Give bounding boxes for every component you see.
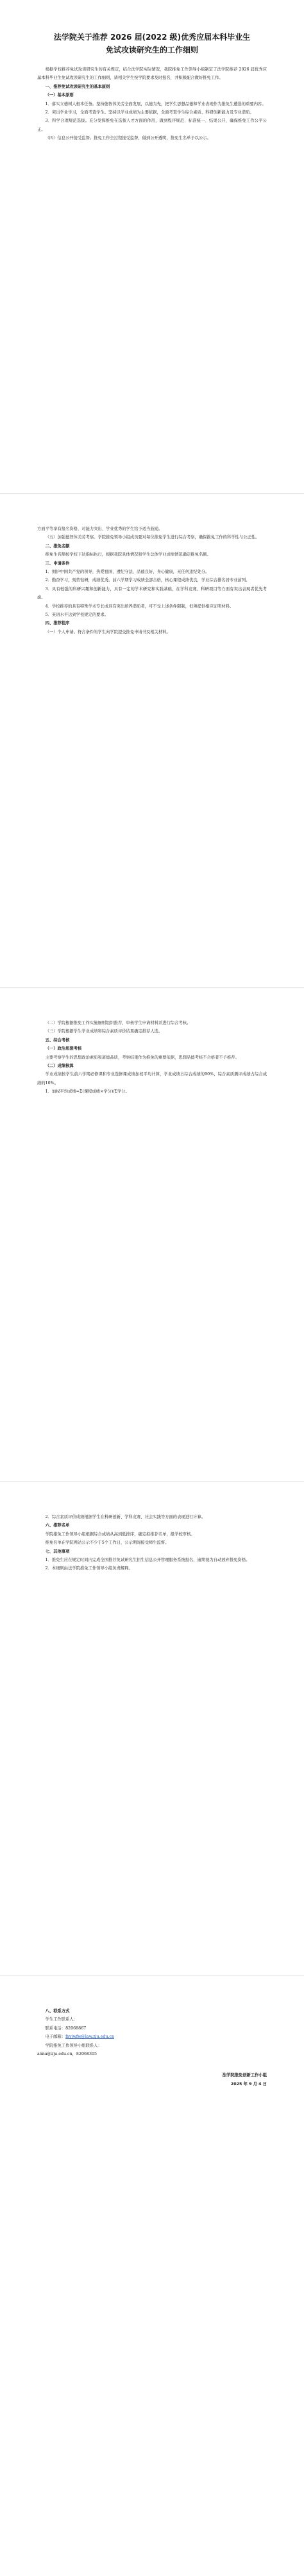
contact-phone-row [37, 2024, 267, 2033]
document-title: 法学院关于推荐 2026 届(2022 级)优秀应届本科毕业生 [53, 33, 251, 42]
contact-detail: anna@zju.edu.cn，82068305 [37, 2052, 97, 2057]
paragraph: （四）信息公开接受监督。推免工作全过程接受监督，做到公开透明，推免生名单予以公示。 [45, 136, 211, 141]
page-3 [0, 988, 304, 1482]
paragraph: 学业成绩按学生前六学期必修课和专业选修课成绩加权平均计算，学业成绩占综合成绩的90%，综合素质测评成绩占综合成绩的10%。 [37, 1072, 267, 1086]
paragraph: 1．加权平均成绩=Σ(课程成绩×学分)/Σ学分。 [45, 1089, 130, 1094]
contact-label: 学院推免工作领导小组联系人： [45, 2043, 102, 2048]
page-2 [0, 494, 304, 987]
document-date: 2025 年 9 月 4 日 [230, 2081, 267, 2086]
paragraph: 2．本细则由法学院推免工作领导小组负责解释。 [45, 1566, 133, 1571]
paragraph: 1．拥护中国共产党的领导，热爱祖国，遵纪守法，品德良好，身心健康，无任何违纪处分。 [45, 570, 210, 575]
paragraph: （五）加强德智体美劳考察。学院推免领导小组成员要对每位推免学生进行综合考察，确保推免工作的科学性与公正性。 [45, 535, 260, 540]
paragraph: 5．英语水平达到学校规定的要求。 [45, 613, 109, 618]
paragraph: 3．科学合理规范选拔。充分发挥推免在选拔人才方面的作用，做到程序规范、标准统一、结果公开，确保推免工作公平公正。 [37, 119, 267, 132]
section-heading: 七、其他事项 [45, 1549, 70, 1554]
paragraph: 3．具有较强的科研兴趣和创新能力，具有一定的学术研究和实践基础，在学科竞赛、科研项目等方面有突出表现者优先考虑。 [37, 586, 267, 600]
page-4 [0, 1482, 304, 1976]
paragraph: 推免生名额按学校下达指标执行，根据我院具体情况和学生总体学业成绩情况确定推免名额。 [45, 552, 211, 557]
contact-label: 学生工作联系人： [45, 2017, 78, 2022]
paragraph: 1．推免生应在规定时间内完成全国推荐免试研究生招生信息公开管理服务系统报名，逾期视为自动放弃推免资格。 [45, 1558, 250, 1563]
section-heading: 四、推荐程序 [45, 621, 70, 626]
subsection-heading: （一）政治思想考核 [45, 1046, 82, 1052]
section-heading: 八、联系方式 [45, 2009, 70, 2013]
paragraph: 2．综合素质评价成绩根据学生在科研创新、学科竞赛、社会实践等方面的表现进行计算。 [45, 1515, 206, 1519]
section-heading: 二、推免名额 [45, 543, 70, 549]
intro-paragraph: 根据学校推荐免试攻读研究生的有关规定，结合法学院实际情况，我院推免工作领导小组制定了法学院推荐 2026 届优秀应届本科毕业生免试攻读研究生的工作细则，请相关学生按学院要求及时报名，并积极配合做好推免工作。 [37, 67, 267, 81]
paragraph: 主要考察学生的思想政治素质和道德品质，考察结果作为推免的重要依据，思想品德考核不合格者不予推荐。 [45, 1055, 239, 1060]
subsection-heading: （二）成绩核算 [45, 1064, 74, 1069]
subsection-heading: （一）基本原则 [45, 93, 74, 98]
paragraph: 学院推免工作领导小组根据综合成绩从高到低排序，确定拟推荐名单，报学校审核。 [45, 1532, 195, 1537]
paragraph: （一）个人申请。符合条件的学生向学院提交推免申请书及相关材料。 [45, 629, 171, 634]
paragraph: （三）学院根据学生学业成绩和综合素质评价结果确定推荐人选。 [45, 1029, 163, 1034]
section-heading: 一、推荐免试攻读研究生的基本原则 [45, 84, 110, 89]
paragraph: 1．落实立德树人根本任务。坚持德智体美劳全面发展，以德为先，把学生思想品德和学业表现作为推免生遴选的重要内容。 [45, 101, 266, 106]
paragraph: 方面平等享有报名资格，对能力突出、学业优秀的学生给予适当鼓励。 [37, 527, 163, 531]
document-title-line2: 免试攻读研究生的工作细则 [105, 45, 198, 54]
email-link[interactable]: fxyjwfw@law.zju.edu.cn [65, 2035, 115, 2040]
paragraph: 2．突出学业学习，全面考查学生。坚持以学业成绩为主要依据，全面考查学生综合素质、科研创新能力及专业潜质。 [45, 110, 254, 115]
email-label: 电子邮箱： [45, 2035, 66, 2040]
phone-label: 联系电话： [45, 2026, 66, 2031]
paragraph: （二）学院根据推免工作实施细则组织推荐，审核学生申请材料并进行综合考核。 [45, 1021, 191, 1025]
section-heading: 三、申请条件 [45, 561, 70, 566]
contact-email-row [37, 2033, 267, 2041]
section-heading: 六、推荐名单 [45, 1523, 70, 1528]
phone-number: 82068867 [65, 2026, 87, 2031]
signature: 法学院推免创新工作小组 [222, 2073, 267, 2078]
page-5 [0, 1976, 304, 2576]
paragraph: 4．学校推荐的具有特殊学术专长或具有突出培养潜质者，可不受上述条件限制，但须提供相应证明材料。 [45, 604, 234, 609]
page-1 [0, 0, 304, 493]
paragraph: 推免名单在学院网站公示不少于5个工作日，公示期间接受师生监督。 [45, 1540, 169, 1546]
section-heading: 五、综合考核 [45, 1037, 70, 1043]
paragraph: 2．勤奋学习，刻苦钻研，成绩优秀。前六学期学习成绩全部合格，核心课程成绩优良，学业综合排名居专业前列。 [45, 578, 250, 583]
